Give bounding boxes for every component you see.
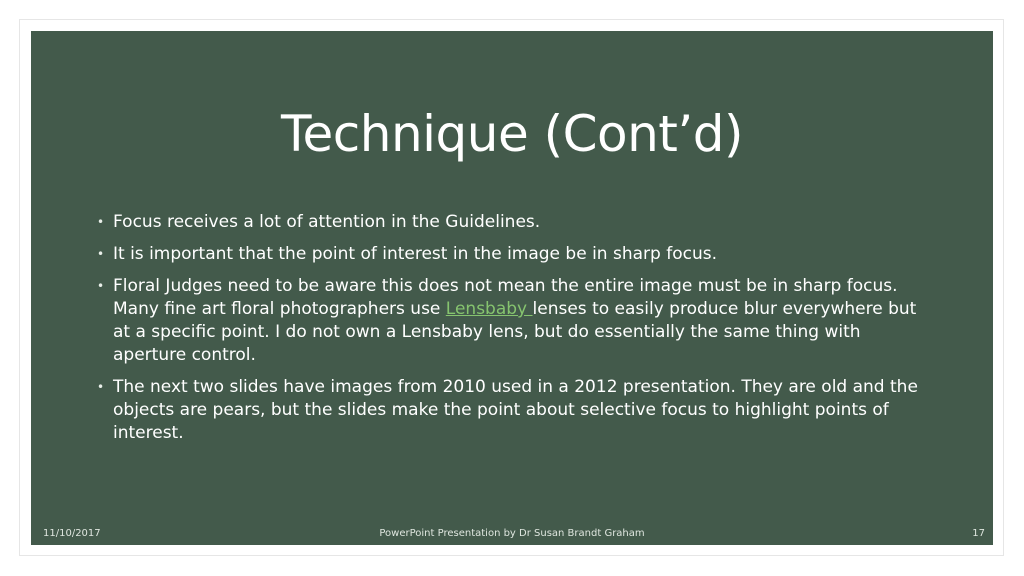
bullet-icon: • (97, 380, 105, 394)
lensbaby-link[interactable]: Lensbaby (445, 299, 533, 319)
footer-presentation-credit: PowerPoint Presentation by Dr Susan Brandt Graham (379, 528, 645, 539)
bullet-text: Focus receives a lot of attention in the Guidelines. (113, 212, 541, 232)
bullet-icon: • (97, 279, 105, 293)
footer-page-number: 17 (972, 528, 985, 539)
bullet-item (97, 211, 927, 234)
bullet-text: The next two slides have images from 2010 used in a 2012 presentation. They are old and the objects are pears, but the slides make the point about selective focus to highlight points of interest. (113, 377, 918, 443)
slide (31, 31, 993, 545)
bullet-item (97, 243, 927, 266)
slide-title: Technique (Cont’d) (280, 105, 744, 163)
bullet-icon: • (97, 215, 105, 229)
bullet-item (97, 275, 927, 367)
bullet-item (97, 376, 927, 445)
bullet-text-after-link: lenses to easily produce blur everywhere but at a specific point. I do not own a Lensbaby lens, but do essentially the same thing with aperture control. (113, 299, 917, 365)
bullet-text: It is important that the point of interest in the image be in sharp focus. (113, 244, 717, 264)
bullet-text-before-link: Floral Judges need to be aware this does not mean the entire image must be in sharp focus. Many fine art floral photographers use (113, 276, 898, 319)
bullet-list (97, 211, 927, 454)
footer-date: 11/10/2017 (43, 528, 101, 539)
bullet-icon: • (97, 247, 105, 261)
